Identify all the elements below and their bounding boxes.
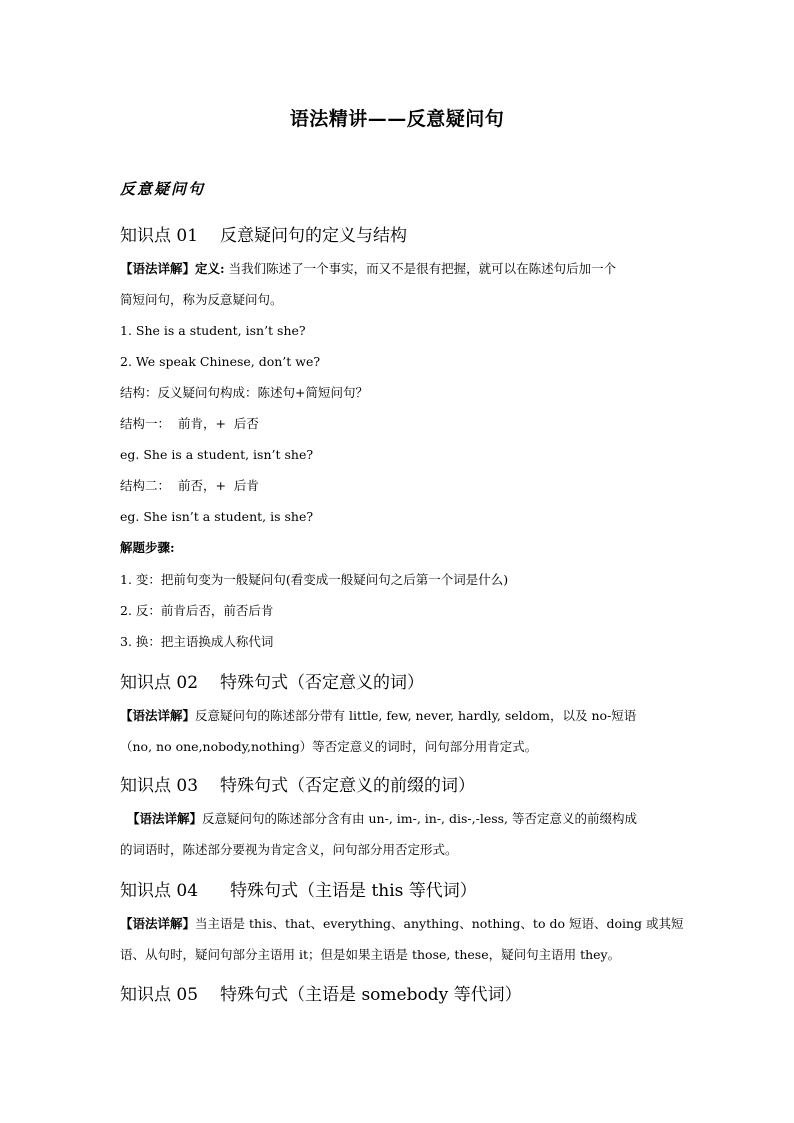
kp5-heading	[120, 980, 680, 1005]
kp2-detail-label: 【语法详解】	[120, 708, 196, 723]
kp1-structure-1: 结构一： 前肯，+ 后否	[120, 416, 259, 431]
kp2-title: 特殊句式（否定意义的词）	[220, 673, 425, 693]
kp4-detail-label: 【语法详解】	[120, 916, 196, 931]
kp1-steps-label: 解题步骤:	[120, 540, 175, 555]
kp1-eg-1: eg. She is a student, isn’t she?	[120, 447, 314, 462]
page-title: 语法精讲——反意疑问句	[289, 108, 505, 130]
kp3-detail-label: 【语法详解】	[127, 811, 203, 826]
kp3-title: 特殊句式（否定意义的前缀的词）	[220, 776, 476, 796]
kp1-structure: 结构：反义疑问句构成：陈述句+简短问句？	[120, 385, 368, 400]
kp3-detail-line1	[127, 803, 687, 834]
kp5-number: 知识点 05	[120, 985, 199, 1005]
kp1-detail-label: 【语法详解】	[120, 261, 196, 276]
kp1-step-1: 1. 变：把前句变为一般疑问句(看变成一般疑问句之后第一个词是什么)	[120, 572, 509, 587]
kp1-def-label: 定义:	[195, 261, 225, 276]
kp4-detail-line1	[120, 908, 684, 939]
kp4-text-1: 当主语是 this、that、everything、anything、nothing、to do 短语、doing 或其短	[195, 916, 684, 931]
kp3-heading	[120, 771, 680, 796]
kp4-title: 特殊句式（主语是 this 等代词）	[230, 881, 477, 901]
kp1-structure-2: 结构二： 前否，+ 后肯	[120, 478, 259, 493]
kp4-detail-line2: 语、从句时，疑问句部分主语用 it；但是如果主语是 those, these，疑问句主语用 they。	[120, 947, 621, 962]
kp3-text-1: 反意疑问句的陈述部分含有由 un-, im-, in-, dis-,-less, 等否定意义的前缀构成	[202, 811, 638, 826]
kp1-eg-2: eg. She isn’t a student, is she?	[120, 509, 314, 524]
kp2-detail-line1	[120, 700, 680, 731]
kp4-heading	[120, 876, 680, 901]
kp1-step-3: 3. 换：把主语换成人称代词	[120, 634, 274, 649]
section-heading: 反意疑问句	[120, 180, 206, 198]
kp1-example-1: 1. She is a student, isn’t she?	[120, 323, 306, 338]
kp3-number: 知识点 03	[120, 776, 199, 796]
kp1-def-text-1: 当我们陈述了一个事实，而又不是很有把握，就可以在陈述句后加一个	[224, 261, 617, 276]
kp3-detail-line2: 的词语时，陈述部分要视为肯定含义，问句部分用否定形式。	[120, 842, 458, 857]
kp5-title: 特殊句式（主语是 somebody 等代词）	[220, 985, 522, 1005]
kp1-step-2: 2. 反：前肯后否，前否后肯	[120, 603, 274, 618]
kp1-definition-line1	[120, 253, 680, 284]
kp2-number: 知识点 02	[120, 673, 199, 693]
kp2-text-1: 反意疑问句的陈述部分带有 little, few, never, hardly, seldom，以及 no-短语	[195, 708, 637, 723]
kp1-definition-line2: 简短问句，称为反意疑问句。	[120, 292, 283, 307]
kp1-example-2: 2. We speak Chinese, don’t we?	[120, 354, 321, 369]
kp1-number: 知识点 01	[120, 226, 199, 246]
kp2-detail-line2: （no, no one,nobody,nothing）等否定意义的词时，问句部分用肯定式。	[120, 739, 538, 754]
kp1-title: 反意疑问句的定义与结构	[220, 226, 408, 246]
kp1-heading	[120, 221, 680, 246]
kp2-heading	[120, 668, 680, 693]
kp4-number: 知识点 04	[120, 881, 199, 901]
